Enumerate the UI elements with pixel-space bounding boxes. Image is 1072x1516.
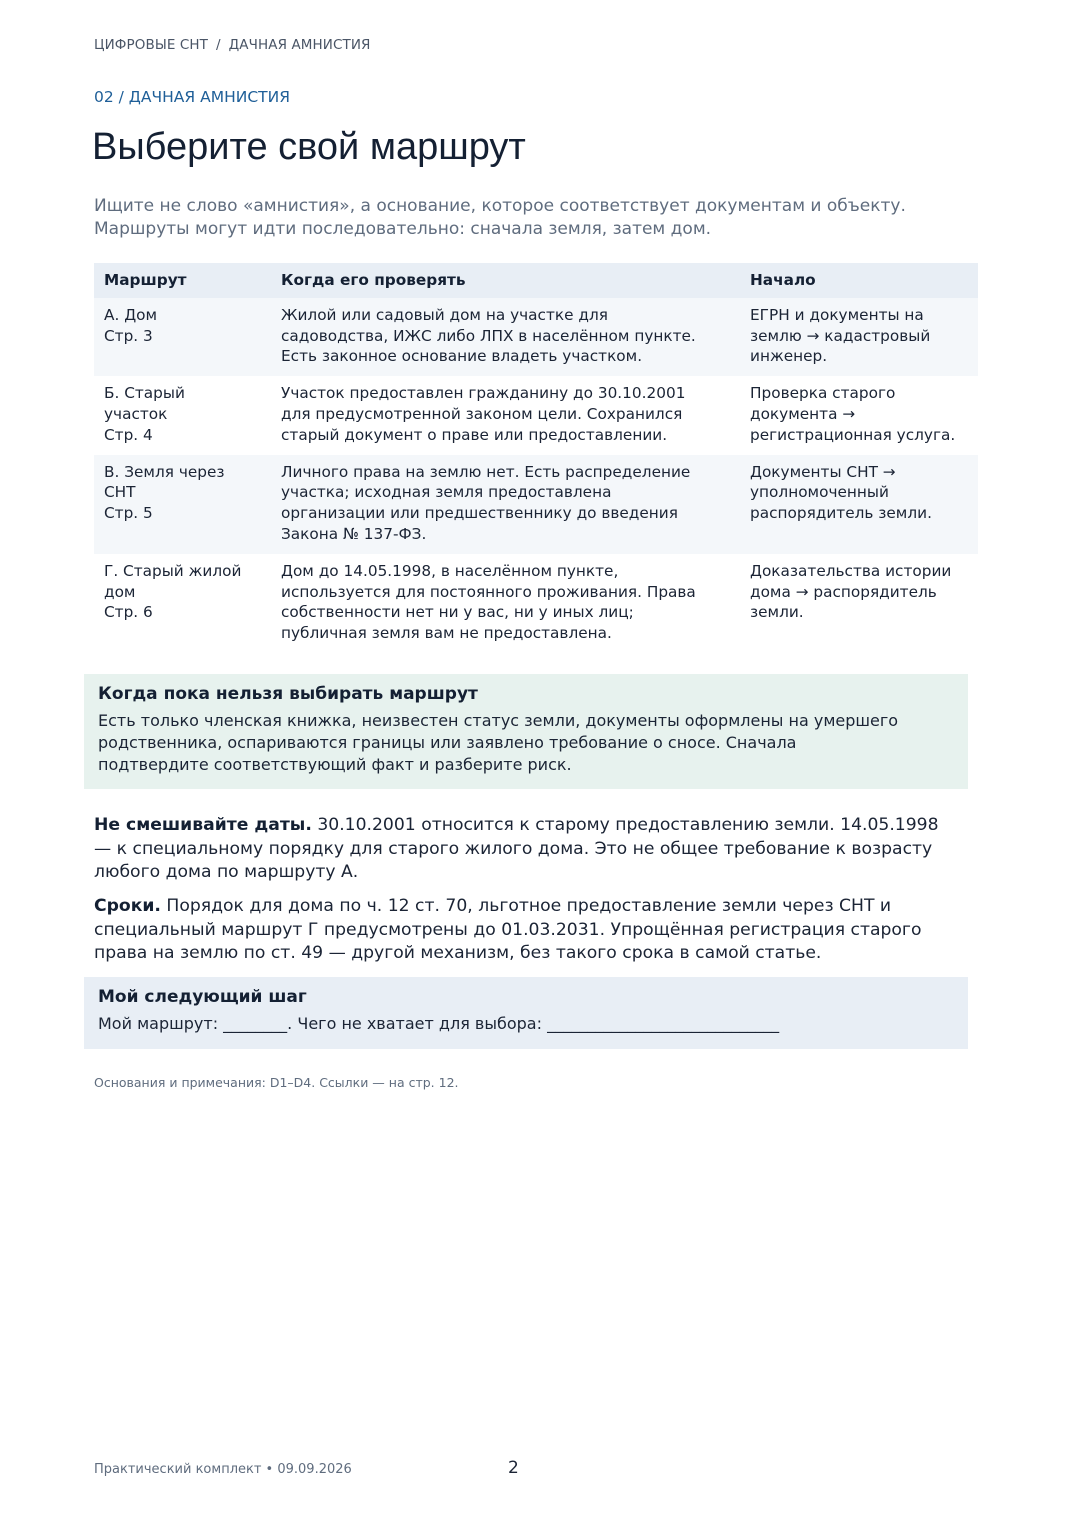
cell-line: собственности нет ни у вас, ни у иных лиц; — [281, 603, 634, 622]
header-start: Начало — [740, 263, 978, 298]
lead-paragraph — [94, 195, 994, 241]
next-step-callout — [84, 977, 968, 1049]
cell-route — [94, 376, 271, 454]
cell-line: ЕГРН и документы на — [750, 305, 924, 324]
header-route: Маршрут — [94, 263, 271, 298]
cell-line: Личного права на землю нет. Есть распределение — [281, 462, 691, 481]
paragraph-line — [94, 895, 984, 919]
terms-paragraph — [94, 895, 984, 966]
lead-line: Маршруты могут идти последовательно: сначала земля, затем дом. — [94, 219, 712, 239]
cell-route — [94, 554, 271, 653]
routes-table — [94, 263, 978, 653]
cell-line: Стр. 4 — [104, 425, 153, 444]
table-row — [94, 554, 978, 653]
terms-lead-bold: Сроки. — [94, 896, 161, 916]
paragraph-line: права на землю по ст. 49 — другой механизм, без такого срока в самой статье. — [94, 943, 822, 963]
paragraph-line: — к специальному порядку для старого жилого дома. Это не общее требование к возрасту — [94, 838, 933, 859]
cell-line: Стр. 3 — [104, 326, 153, 345]
cell-line: Г. Старый жилой — [104, 561, 242, 580]
paragraph-text: 30.10.2001 относится к старому предоставлению земли. 14.05.1998 — [311, 815, 939, 835]
warning-line: подтвердите соответствующий факт и разберите риск. — [98, 755, 572, 774]
warning-line: Есть только членская книжка, неизвестен статус земли, документы оформлены на умершего — [98, 711, 899, 730]
cell-line: документа → — [750, 404, 856, 423]
header-when: Когда его проверять — [271, 263, 740, 298]
cell-line: В. Земля через — [104, 462, 225, 481]
next-step-title: Мой следующий шаг — [98, 987, 307, 1007]
lead-line: Ищите не слово «амнистия», а основание, которое соответствует документам и объекту. — [94, 196, 906, 216]
cell-start — [740, 376, 978, 454]
paragraph-line — [94, 814, 984, 838]
breadcrumb-part: ЦИФРОВЫЕ СНТ — [94, 37, 208, 53]
breadcrumb-part: ДАЧНАЯ АМНИСТИЯ — [228, 37, 371, 53]
page-number: 2 — [508, 1458, 519, 1478]
paragraph-line: любого дома по маршруту А. — [94, 862, 359, 882]
cell-line: Есть законное основание владеть участком. — [281, 347, 643, 366]
cell-line: публичная земля вам не предоставлена. — [281, 624, 612, 643]
cell-line: Доказательства истории — [750, 561, 952, 580]
cell-line: дома → распорядитель — [750, 582, 937, 601]
cell-line: А. Дом — [104, 305, 158, 324]
breadcrumb-separator: / — [216, 37, 221, 53]
cell-line: садоводства, ИЖС либо ЛПХ в населённом пункте. — [281, 326, 696, 345]
cell-line: землю → кадастровый — [750, 326, 931, 345]
cell-line: для предусмотренной законом цели. Сохранился — [281, 404, 683, 423]
cell-line: участка; исходная земля предоставлена — [281, 483, 612, 502]
cell-route — [94, 298, 271, 376]
table-header-row — [94, 263, 978, 298]
warning-callout — [84, 674, 968, 789]
cell-line: распорядитель земли. — [750, 504, 932, 523]
dates-paragraph — [94, 814, 984, 885]
cell-line: Дом до 14.05.1998, в населённом пункте, — [281, 561, 619, 580]
cell-line: Документы СНТ → — [750, 462, 896, 481]
cell-line: СНТ — [104, 483, 136, 502]
cell-line: инженер. — [750, 347, 828, 366]
cell-line: Участок предоставлен гражданину до 30.10.2001 — [281, 384, 686, 403]
table-row — [94, 376, 978, 454]
next-step-fillin: Мой маршрут: ________. Чего не хватает для выбора: _____________________________ — [98, 1014, 780, 1033]
table-row — [94, 455, 978, 554]
dates-lead-bold: Не смешивайте даты. — [94, 815, 312, 835]
cell-line: Проверка старого — [750, 384, 896, 403]
cell-line: регистрационная услуга. — [750, 425, 956, 444]
table-row — [94, 298, 978, 376]
cell-when — [271, 455, 740, 554]
paragraph-text: Порядок для дома по ч. 12 ст. 70, льготное предоставление земли через СНТ и — [160, 896, 892, 916]
cell-line: старый документ о праве или предоставлении. — [281, 425, 668, 444]
cell-line: Стр. 5 — [104, 504, 153, 523]
paragraph-line: специальный маршрут Г предусмотрены до 01.03.2031. Упрощённая регистрация старого — [94, 919, 922, 940]
page-title: Выберите свой маршрут — [92, 126, 526, 168]
sources-note: Основания и примечания: D1–D4. Ссылки — на стр. 12. — [94, 1075, 459, 1090]
warning-line: родственника, оспариваются границы или заявлено требование о сносе. Сначала — [98, 733, 797, 752]
cell-when — [271, 376, 740, 454]
cell-line: Б. Старый — [104, 384, 185, 403]
cell-start — [740, 554, 978, 653]
cell-line: используется для постоянного проживания. Права — [281, 582, 696, 601]
cell-line: дом — [104, 582, 136, 601]
cell-line: Закона № 137-ФЗ. — [281, 524, 427, 543]
cell-start — [740, 298, 978, 376]
cell-line: земли. — [750, 603, 804, 622]
cell-route — [94, 455, 271, 554]
cell-line: Жилой или садовый дом на участке для — [281, 305, 608, 324]
warning-title: Когда пока нельзя выбирать маршрут — [98, 684, 478, 704]
cell-when — [271, 554, 740, 653]
cell-line: организации или предшественнику до введения — [281, 504, 678, 523]
cell-start — [740, 455, 978, 554]
cell-when — [271, 298, 740, 376]
section-kicker: 02 / ДАЧНАЯ АМНИСТИЯ — [94, 88, 290, 106]
warning-text — [98, 710, 954, 776]
cell-line: Стр. 6 — [104, 603, 153, 622]
cell-line: уполномоченный — [750, 483, 889, 502]
cell-line: участок — [104, 404, 168, 423]
footer-caption: Практический комплект • 09.09.2026 — [94, 1462, 352, 1477]
breadcrumb — [94, 37, 371, 53]
